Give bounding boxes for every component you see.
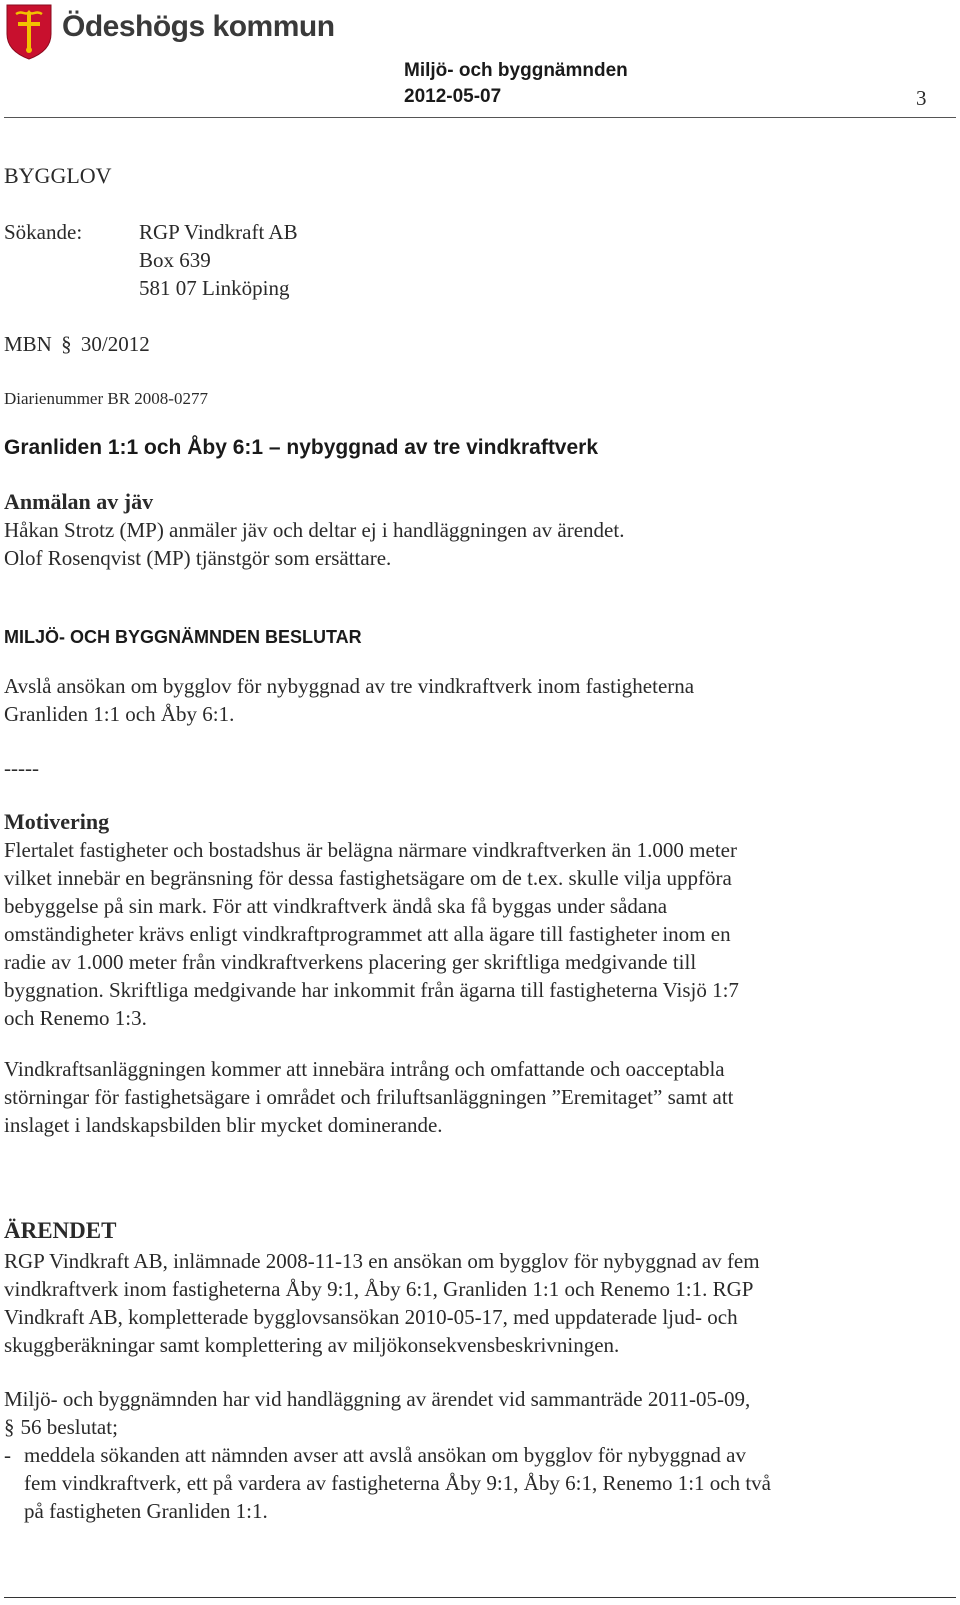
text-line: byggnation. Skriftliga medgivande har inkommit från ägarna till fastigheterna Visjö 1:7: [4, 978, 739, 1002]
text-line: störningar för fastighetsägare i området och friluftsanläggningen ”Eremitaget” samt att: [4, 1085, 734, 1109]
text-line: inslaget i landskapsbilden blir mycket dominerande.: [4, 1113, 443, 1137]
text-line: omständigheter krävs enligt vindkraftprogrammet att alla ägare till fastigheter inom en: [4, 922, 731, 946]
motivation-paragraph-1: [4, 836, 739, 1032]
text-line: Avslå ansökan om bygglov för nybyggnad av tre vindkraftverk inom fastigheterna: [4, 674, 695, 698]
text-line: meddela sökanden att nämnden avser att avslå ansökan om bygglov för nybyggnad av: [24, 1443, 746, 1467]
disqualification-text: [4, 516, 624, 572]
matter-paragraph-2: [4, 1385, 750, 1441]
page-number: 3: [916, 86, 927, 110]
text-line: Flertalet fastigheter och bostadshus är belägna närmare vindkraftverken än 1.000 meter: [4, 838, 737, 862]
coat-of-arms-icon: [4, 2, 54, 60]
text-line: Granliden 1:1 och Åby 6:1.: [4, 702, 235, 726]
text-line: bebyggelse på sin mark. För att vindkraftverk ändå ska få byggas under sådana: [4, 894, 668, 918]
text-line: skuggberäkningar samt komplettering av miljökonsekvensbeskrivningen.: [4, 1333, 620, 1357]
disqualification-heading: Anmälan av jäv: [4, 489, 154, 514]
paragraph-number: 30/2012: [80, 332, 150, 356]
section-sign-icon: §: [61, 332, 72, 356]
motivation-heading: Motivering: [4, 809, 110, 834]
case-title: Granliden 1:1 och Åby 6:1 – nybyggnad av tre vindkraftverk: [4, 436, 599, 459]
applicant-box: Box 639: [139, 248, 211, 272]
matter-paragraph-1: [4, 1247, 760, 1359]
section-sign-icon: §: [4, 1415, 15, 1439]
diary-number: Diarienummer BR 2008-0277: [4, 389, 208, 408]
text-line: fem vindkraftverk, ett på vardera av fastigheterna Åby 9:1, Åby 6:1, Renemo 1:1 och två: [24, 1471, 772, 1495]
text-line: Vindkraft AB, kompletterade bygglovsansökan 2010-05-17, med uppdaterade ljud- och: [4, 1305, 738, 1329]
motivation-paragraph-2: [4, 1055, 733, 1139]
committee-name: Miljö- och byggnämnden: [404, 60, 628, 81]
applicant-city: 581 07 Linköping: [139, 276, 290, 300]
text-line: vindkraftverk inom fastigheterna Åby 9:1, Åby 6:1, Granliden 1:1 och Renemo 1:1. RGP: [4, 1277, 754, 1301]
text-line: radie av 1.000 meter från vindkraftverkens placering ger skriftliga medgivande till: [4, 950, 697, 974]
organization-name: Ödeshögs kommun: [62, 10, 335, 43]
separator: -----: [4, 756, 39, 780]
case-category: BYGGLOV: [4, 163, 112, 188]
matter-heading: ÄRENDET: [4, 1218, 117, 1243]
bullet-marker: -: [4, 1443, 11, 1467]
text-line: RGP Vindkraft AB, inlämnade 2008-11-13 en ansökan om bygglov för nybyggnad av fem: [4, 1249, 760, 1273]
decision-count: 56 beslutat;: [20, 1415, 118, 1439]
text-line: Miljö- och byggnämnden har vid handläggning av ärendet vid sammanträde 2011-05-09,: [4, 1387, 751, 1411]
text-line: Olof Rosenqvist (MP) tjänstgör som ersättare.: [4, 546, 392, 570]
footer-rule: [4, 1597, 956, 1598]
text-line: på fastigheten Granliden 1:1.: [24, 1499, 268, 1523]
text-line: [4, 1413, 750, 1441]
text-line: Håkan Strotz (MP) anmäler jäv och deltar ej i handläggningen av ärendet.: [4, 518, 625, 542]
decision-text: [4, 672, 694, 728]
paragraph-prefix: MBN: [4, 332, 52, 356]
bullet-item: [24, 1441, 771, 1525]
text-line: vilket innebär en begränsning för dessa fastighetsägare om de t.ex. skulle vilja uppföra: [4, 866, 732, 890]
header-rule: [4, 117, 956, 118]
applicant-name: RGP Vindkraft AB: [139, 220, 298, 244]
applicant-label: Sökande:: [4, 220, 83, 244]
text-line: Vindkraftsanläggningen kommer att innebära intrång och omfattande och oacceptabla: [4, 1057, 725, 1081]
text-line: och Renemo 1:3.: [4, 1006, 147, 1030]
applicant-address: [139, 218, 298, 302]
decision-heading: MILJÖ- OCH BYGGNÄMNDEN BESLUTAR: [4, 627, 362, 647]
paragraph-reference: [4, 330, 150, 358]
meeting-date: 2012-05-07: [404, 86, 502, 107]
